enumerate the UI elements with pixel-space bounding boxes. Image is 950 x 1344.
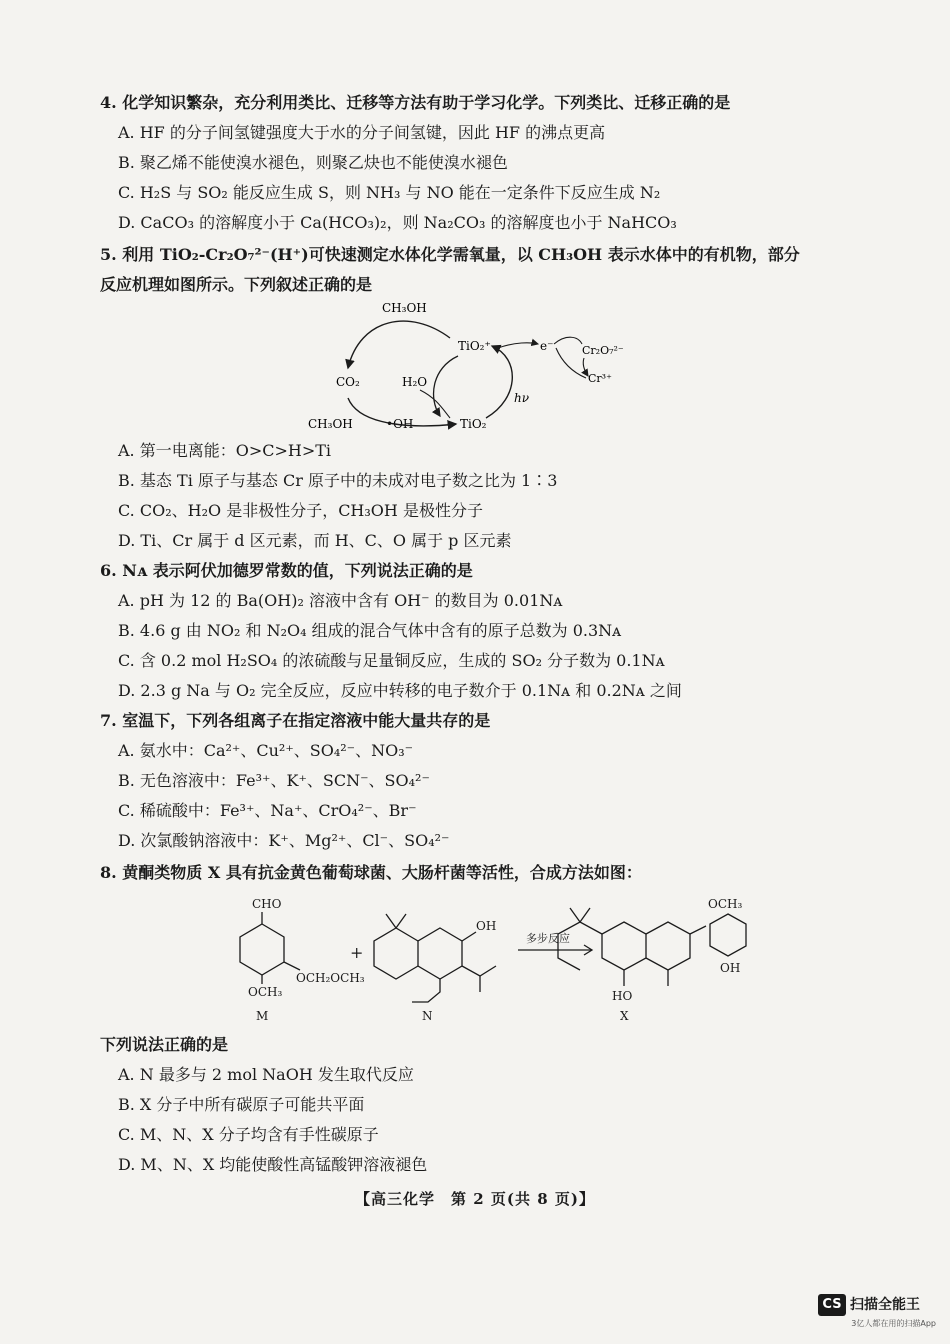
label-hv: hν bbox=[514, 391, 530, 405]
question-5-options bbox=[100, 436, 840, 556]
question-4-option-a: A. HF 的分子间氢键强度大于水的分子间氢键，因此 HF 的沸点更高 bbox=[118, 123, 606, 142]
question-8-option-a: A. N 最多与 2 mol NaOH 发生取代反应 bbox=[118, 1065, 414, 1084]
question-8-options bbox=[100, 1030, 840, 1180]
question-7-option-c: C. 稀硫酸中：Fe³⁺、Na⁺、CrO₄²⁻、Br⁻ bbox=[118, 801, 417, 820]
question-8-option-b: B. X 分子中所有碳原子可能共平面 bbox=[118, 1095, 365, 1114]
x-benzene-ring bbox=[602, 922, 646, 970]
arrow-tio2plus-to-oh bbox=[434, 356, 458, 416]
label-co2: CO₂ bbox=[336, 375, 360, 389]
question-6-option-d: D. 2.3 g Na 与 O₂ 完全反应，反应中转移的电子数介于 0.1Nᴀ 和 0.2Nᴀ 之间 bbox=[118, 681, 682, 700]
x-pyran-ring bbox=[558, 922, 602, 970]
question-7-option-d: D. 次氯酸钠溶液中：K⁺、Mg²⁺、Cl⁻、SO₄²⁻ bbox=[118, 831, 450, 850]
label-ch3oh-bottom: CH₃OH bbox=[308, 417, 353, 431]
label-cr3: Cr³⁺ bbox=[588, 372, 612, 385]
question-8-sub-stem: 下列说法正确的是 bbox=[100, 1035, 229, 1054]
question-6-option-b: B. 4.6 g 由 NO₂ 和 N₂O₄ 组成的混合气体中含有的原子总数为 0.3Nᴀ bbox=[118, 621, 622, 640]
label-n: N bbox=[422, 1009, 433, 1023]
plus-sign: + bbox=[350, 943, 364, 962]
n-oh-bond bbox=[462, 932, 476, 941]
question-7-option-b: B. 无色溶液中：Fe³⁺、K⁺、SCN⁻、SO₄²⁻ bbox=[118, 771, 430, 790]
label-tio2-plus: TiO₂⁺ bbox=[458, 339, 491, 353]
question-6-option-c: C. 含 0.2 mol H₂SO₄ 的浓硫酸与足量铜反应，生成的 SO₂ 分子数为 0.1Nᴀ bbox=[118, 651, 665, 670]
label-tio2: TiO₂ bbox=[460, 417, 487, 431]
n-methyl-1 bbox=[386, 914, 396, 928]
question-4-option-b: B. 聚乙烯不能使溴水褪色，则聚乙炔也不能使溴水褪色 bbox=[118, 153, 508, 172]
x-aryl-ring bbox=[710, 914, 746, 956]
m-benzene-ring bbox=[240, 924, 284, 975]
question-5-stem-line2: 反应机理如图所示。下列叙述正确的是 bbox=[100, 275, 373, 294]
n-oh-label: OH bbox=[476, 919, 497, 933]
page-footer: 【高三化学 第 2 页(共 8 页)】 bbox=[355, 1190, 595, 1208]
question-6-option-a: A. pH 为 12 的 Ba(OH)₂ 溶液中含有 OH⁻ 的数目为 0.01Nᴀ bbox=[118, 591, 563, 610]
x-chromanone-ring bbox=[646, 922, 690, 970]
question-7 bbox=[100, 706, 840, 856]
x-aryl-bond bbox=[690, 926, 706, 934]
question-4-option-d: D. CaCO₃ 的溶解度小于 Ca(HCO₃)₂，则 Na₂CO₃ 的溶解度也小于 NaHCO₃ bbox=[118, 213, 677, 232]
label-oh-radical: •OH bbox=[386, 417, 414, 431]
camscanner-slogan: 3亿人都在用的扫描App bbox=[851, 1319, 936, 1328]
x-oh-label: OH bbox=[720, 961, 741, 975]
label-cr2o7: Cr₂O₇²⁻ bbox=[582, 344, 624, 357]
question-5-option-c: C. CO₂、H₂O 是非极性分子，CH₃OH 是极性分子 bbox=[118, 501, 483, 520]
arrow-tio2-to-tio2plus bbox=[486, 346, 512, 418]
n-pyran-ring bbox=[374, 928, 418, 979]
question-4-option-c: C. H₂S 与 SO₂ 能反应生成 S，则 NH₃ 与 NO 能在一定条件下反应生成 N₂ bbox=[118, 183, 661, 202]
x-och3-label: OCH₃ bbox=[708, 897, 743, 911]
camscanner-logo-icon: CS bbox=[818, 1294, 846, 1316]
label-m: M bbox=[256, 1009, 269, 1023]
question-4 bbox=[100, 88, 840, 238]
x-ho-label: HO bbox=[612, 989, 633, 1003]
question-5-stem-line1: 5. 利用 TiO₂-Cr₂O₇²⁻(H⁺)可快速测定水体化学需氧量，以 CH₃OH 表示水体中的有机物，部分 bbox=[100, 245, 800, 264]
question-8 bbox=[100, 858, 840, 888]
question-6-stem: 6. Nᴀ 表示阿伏加德罗常数的值，下列说法正确的是 bbox=[100, 561, 473, 580]
question-5-option-b: B. 基态 Ti 原子与基态 Cr 原子中的未成对电子数之比为 1∶3 bbox=[118, 471, 558, 490]
question-7-option-a: A. 氨水中：Ca²⁺、Cu²⁺、SO₄²⁻、NO₃⁻ bbox=[118, 741, 414, 760]
question-4-stem: 4. 化学知识繁杂，充分利用类比、迁移等方法有助于学习化学。下列类比、迁移正确的是 bbox=[100, 93, 731, 112]
n-mom-ether bbox=[412, 979, 440, 1002]
reaction-mechanism-diagram bbox=[300, 298, 640, 438]
question-8-option-d: D. M、N、X 均能使酸性高锰酸钾溶液褪色 bbox=[118, 1155, 428, 1174]
reaction-arrow-label: 多步反应 bbox=[526, 932, 570, 945]
question-5-option-a: A. 第一电离能：O>C>H>Ti bbox=[118, 441, 332, 460]
question-8-option-c: C. M、N、X 分子均含有手性碳原子 bbox=[118, 1125, 379, 1144]
arrow-tio2plus-to-co2 bbox=[348, 321, 450, 368]
question-5-option-d: D. Ti、Cr 属于 d 区元素，而 H、C、O 属于 p 区元素 bbox=[118, 531, 512, 550]
arrow-electron-to-cr2o7 bbox=[554, 337, 582, 344]
camscanner-name: 扫描全能王 bbox=[850, 1297, 920, 1313]
label-h2o: H₂O bbox=[402, 375, 428, 389]
label-x: X bbox=[620, 1009, 629, 1023]
question-5 bbox=[100, 240, 840, 300]
m-och2och3-label: OCH₂OCH₃ bbox=[296, 971, 365, 985]
m-cho-label: CHO bbox=[252, 897, 282, 911]
x-methyl-2 bbox=[580, 908, 590, 922]
scanner-watermark bbox=[818, 1294, 936, 1330]
synthesis-scheme bbox=[200, 892, 760, 1028]
n-methyl-2 bbox=[396, 914, 406, 928]
question-6 bbox=[100, 556, 840, 706]
n-acetyl bbox=[462, 966, 496, 976]
question-8-stem: 8. 黄酮类物质 X 具有抗金黄色葡萄球菌、大肠杆菌等活性，合成方法如图： bbox=[100, 863, 642, 882]
m-och2och3-bond bbox=[284, 962, 300, 970]
x-methyl-1 bbox=[570, 908, 580, 922]
question-7-stem: 7. 室温下，下列各组离子在指定溶液中能大量共存的是 bbox=[100, 711, 491, 730]
m-och3-label: OCH₃ bbox=[248, 985, 283, 999]
n-benzene-ring bbox=[418, 928, 462, 979]
label-ch3oh-top: CH₃OH bbox=[382, 301, 427, 315]
arrow-to-electron bbox=[498, 343, 538, 348]
label-e-minus: e⁻ bbox=[540, 339, 554, 353]
